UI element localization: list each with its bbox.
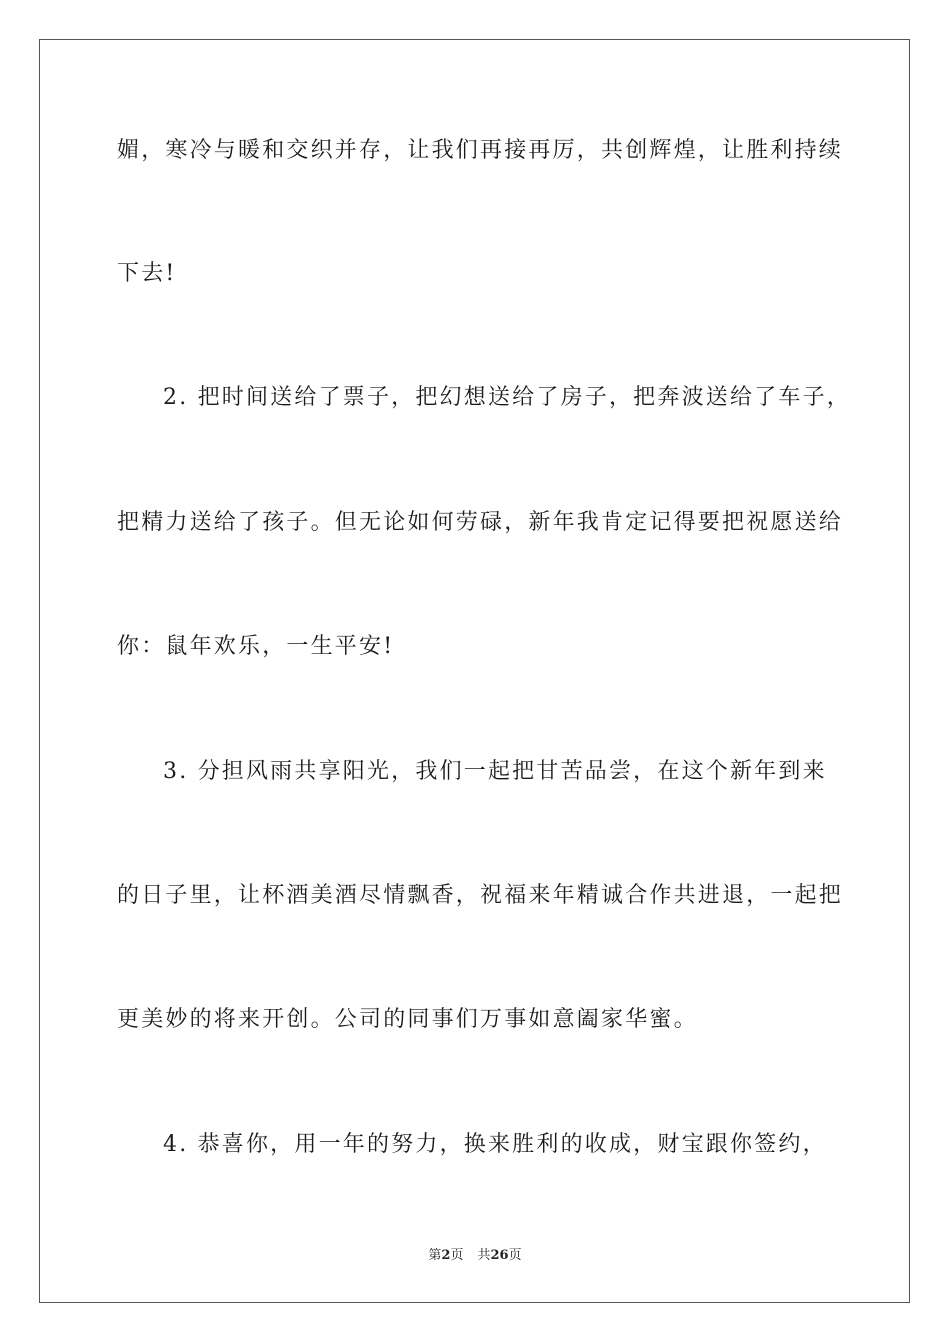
text-line-5: 你：鼠年欢乐，一生平安! xyxy=(117,634,395,659)
total-prefix: 共 xyxy=(477,1248,491,1263)
page-frame xyxy=(39,39,910,1303)
text-line-7: 的日子里，让杯酒美酒尽情飘香，祝福来年精诚合作共进退，一起把 xyxy=(117,883,844,908)
text-line-9: 4. 恭喜你，用一年的努力，换来胜利的收成，财宝跟你签约， xyxy=(163,1132,827,1157)
page-suffix: 页 xyxy=(450,1248,464,1263)
page-prefix: 第 xyxy=(428,1248,442,1263)
text-line-4: 把精力送给了孩子。但无论如何劳碌，新年我肯定记得要把祝愿送给 xyxy=(117,510,844,535)
page-footer xyxy=(0,1247,950,1265)
text-line-3: 2. 把时间送给了票子，把幻想送给了房子，把奔波送给了车子， xyxy=(163,385,851,410)
text-line-1: 媚，寒冷与暖和交织并存，让我们再接再厉，共创辉煌，让胜利持续 xyxy=(117,138,844,163)
text-line-2: 下去! xyxy=(117,261,177,286)
total-pages: 26 xyxy=(490,1248,509,1263)
text-line-6: 3. 分担风雨共享阳光，我们一起把甘苦品尝，在这个新年到来 xyxy=(163,759,827,784)
text-line-8: 更美妙的将来开创。公司的同事们万事如意阖家华蜜。 xyxy=(117,1007,698,1032)
total-suffix: 页 xyxy=(508,1248,522,1263)
page-number: 2 xyxy=(441,1248,451,1263)
